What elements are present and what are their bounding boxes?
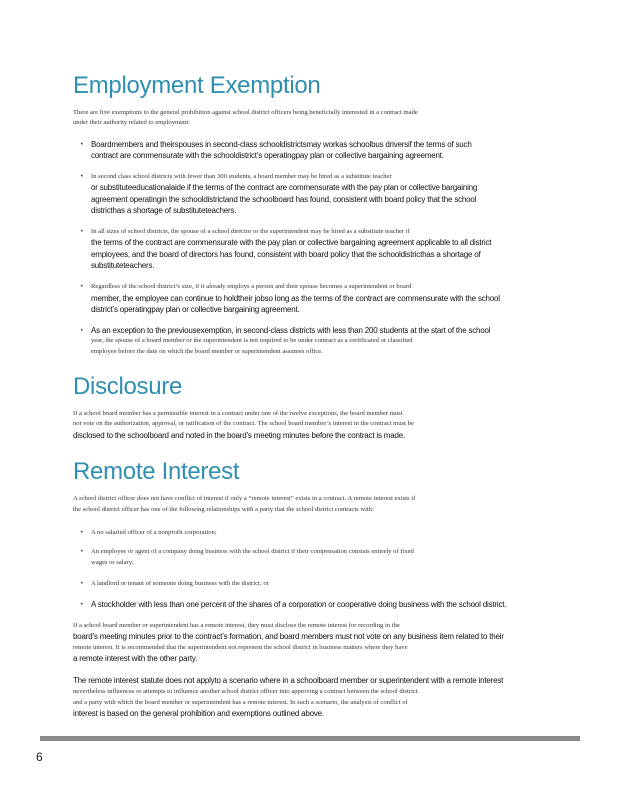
paragraph-line: The remote interest statute does not applyto a scenario where in a schoolboard member or superintendent with a remote interest xyxy=(73,676,504,685)
section-title-remote-interest: Remote Interest xyxy=(73,458,240,485)
paragraph-line: If a school board member has a permissible interest in a contract under one of the twelve exceptions, the board member must xyxy=(73,410,403,417)
paragraph-line: interest is based on the general prohibition and exemptions outlined above. xyxy=(73,709,324,718)
bullet-text: An employee or agent of a company doing business with the school district if their compensation consists entirely of fixed xyxy=(91,548,414,555)
section-title-employment: Employment Exemption xyxy=(73,72,321,99)
bullet-icon: • xyxy=(80,601,84,608)
bullet-text: A no salaried officer of a nonprofit corporation; xyxy=(91,529,217,536)
bullet-icon: • xyxy=(80,580,84,587)
bullet-text: or substituteeducationalaide if the terms of the contract are commensurate with the pay plan or collective bargaining xyxy=(91,183,478,192)
bullet-text: A stockholder with less than one percent of the shares of a corporation or cooperative doing business with the school district. xyxy=(91,600,507,609)
intro-line: the school district officer has one of the following relationships with a party that the school district contracts with: xyxy=(73,506,374,513)
bullet-text: district’s operatingpay plan or collective bargaining agreement. xyxy=(91,305,300,314)
bullet-text: wages or salary; xyxy=(91,559,134,566)
intro-line: There are five exemptions to the general prohibition against school district officers being beneficially interested in a contract made xyxy=(73,109,418,116)
bullet-icon: • xyxy=(80,548,84,555)
bullet-text: Boardmembers and theirspouses in second-class schooldistrictsmay workas schoolbus driversif the terms of such xyxy=(91,140,472,149)
section-title-disclosure: Disclosure xyxy=(73,373,183,400)
bullet-text: year, the spouse of a board member or the superintendent is not required to be under contract as a certificated or classified xyxy=(91,337,413,344)
bullet-icon: • xyxy=(80,141,84,148)
bullet-text: the terms of the contract are commensurate with the pay plan or collective bargaining agreement applicable to all district xyxy=(91,238,492,247)
bullet-text: A landlord or tenant of someone doing business with the district; or xyxy=(91,580,269,587)
paragraph-line: nevertheless influences or attempts to influence another school district officer into approving a contract between the school district xyxy=(73,688,418,695)
bullet-text: Regardless of the school district’s size, if it already employs a person and their spouse becomes a superintendent or board xyxy=(91,283,412,290)
bullet-text: agreement operatingin the schooldistrictand the schoolboard has found, consistent with board policy that the school xyxy=(91,195,477,204)
bullet-text: contract are commensurate with the schooldistrict’s operatingpay plan or collective bargaining agreement. xyxy=(91,151,444,160)
paragraph-line: not vote on the authorization, approval, or ratification of the contract. The school board member’s interest in the contract must be xyxy=(73,420,414,427)
bullet-icon: • xyxy=(80,228,84,235)
paragraph-line: and a party with which the board member or superintendent has a remote interest. In such a scenario, the analysis of conflict of xyxy=(73,699,408,706)
intro-line: A school district officer does not have conflict of interest if only a “remote interest” exists in a contract. A remote interest exists if xyxy=(73,495,416,502)
paragraph-line: remote interest. It is recommended that the superintendent not represent the school district in business matters where they have xyxy=(73,644,408,651)
footer-rule xyxy=(40,736,580,741)
paragraph-line: board’s meeting minutes prior to the contract’s formation, and board members must not vote on any business item related to their xyxy=(73,632,504,641)
page-number: 6 xyxy=(36,750,43,764)
bullet-icon: • xyxy=(80,529,84,536)
bullet-text: employees, and the board of directors has found, consistent with board policy that the schooldistricthas a shortage of xyxy=(91,250,481,259)
bullet-text: substituteteachers. xyxy=(91,261,155,270)
bullet-text: In all sizes of school districts, the spouse of a school director or the superintendent may be hired as a substitute teacher if xyxy=(91,228,410,235)
bullet-icon: • xyxy=(80,283,84,290)
bullet-text: As an exception to the previousexemption, in second-class districts with less than 200 students at the start of the school xyxy=(91,326,491,335)
intro-line: under their authority related to employment: xyxy=(73,119,191,126)
paragraph-line: a remote interest with the other party. xyxy=(73,654,198,663)
bullet-text: member, the employee can continue to holdtheir jobso long as the terms of the contract are commensurate with the school xyxy=(91,294,500,303)
paragraph-line: disclosed to the schoolboard and noted in the board’s meeting minutes before the contract is made. xyxy=(73,431,406,440)
paragraph-line: If a school board member or superintendent has a remote interest, they must disclose the remote interest for recording in the xyxy=(73,622,400,629)
bullet-text: employee before the date on which the board member or superintendent assumes office. xyxy=(91,348,323,355)
bullet-icon: • xyxy=(80,173,84,180)
bullet-text: districthas a shortage of substituteteachers. xyxy=(91,206,237,215)
bullet-icon: • xyxy=(80,327,84,334)
bullet-text: In second class school districts with fewer than 300 students, a board member may be hired as a substitute teacher xyxy=(91,173,392,180)
